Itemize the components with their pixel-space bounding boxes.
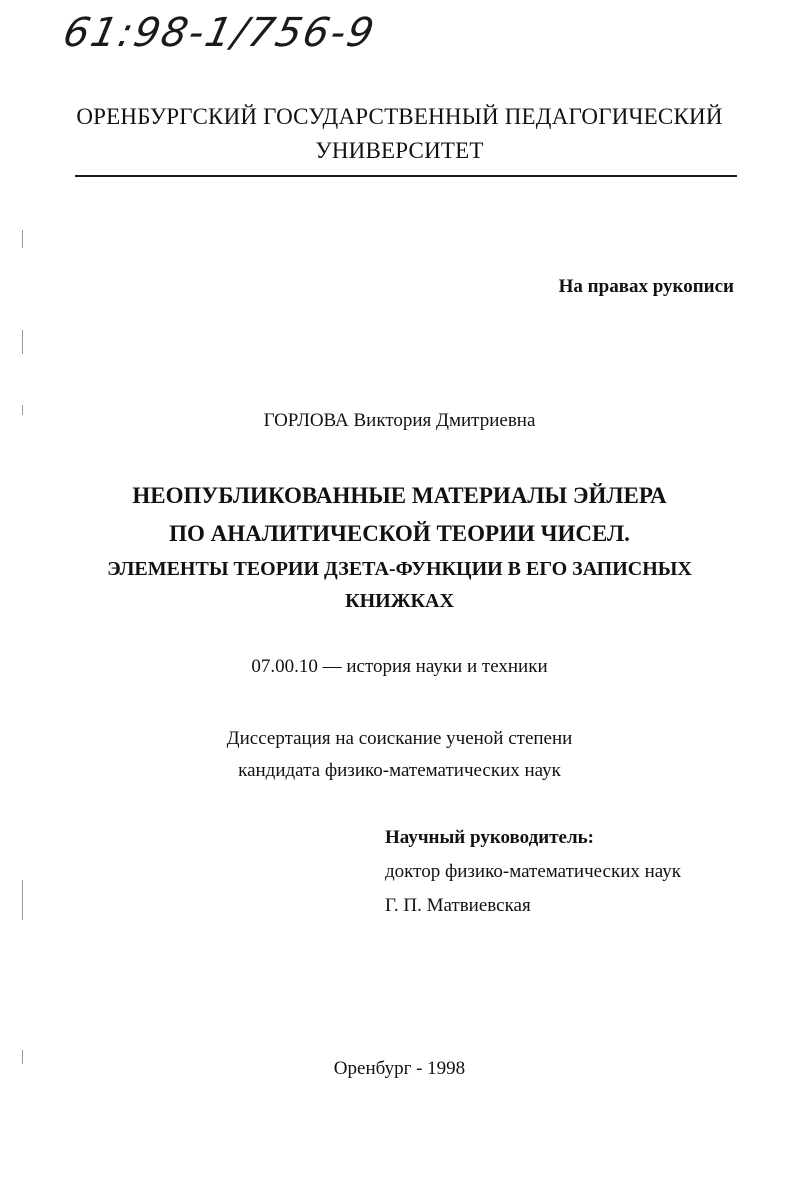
handwritten-catalog-number: 61:98-1/756-9 (59, 10, 380, 56)
manuscript-rights-note: На правах рукописи (558, 276, 734, 297)
scan-speck (22, 405, 23, 415)
university-name-line2: УНИВЕРСИТЕТ (315, 138, 484, 163)
title-line4: КНИЖКАХ (345, 590, 454, 612)
title-line1: НЕОПУБЛИКОВАННЫЕ МАТЕРИАЛЫ ЭЙЛЕРА (132, 483, 667, 508)
specialty-code: 07.00.10 — история науки и техники (251, 656, 548, 677)
supervisor-name: Г. П. Матвиевская (385, 895, 531, 916)
supervisor-label: Научный руководитель: (385, 827, 594, 848)
dissertation-line1: Диссертация на соискание ученой степени (226, 728, 573, 749)
title-line3: ЭЛЕМЕНТЫ ТЕОРИИ ДЗЕТА-ФУНКЦИИ В ЕГО ЗАПИСНЫХ (107, 558, 692, 580)
scan-speck (22, 1050, 23, 1064)
title-line2: ПО АНАЛИТИЧЕСКОЙ ТЕОРИИ ЧИСЕЛ. (169, 521, 630, 546)
author-name: ГОРЛОВА Виктория Дмитриевна (263, 410, 536, 431)
scan-speck (22, 330, 23, 354)
supervisor-degree: доктор физико-математических наук (385, 861, 681, 882)
city-year: Оренбург - 1998 (333, 1058, 466, 1079)
university-name-line1: ОРЕНБУРГСКИЙ ГОСУДАРСТВЕННЫЙ ПЕДАГОГИЧЕСКИЙ (76, 104, 723, 129)
header-divider (75, 175, 737, 177)
dissertation-line2: кандидата физико-математических наук (238, 760, 561, 781)
scan-speck (22, 880, 23, 920)
scan-speck (22, 230, 23, 248)
